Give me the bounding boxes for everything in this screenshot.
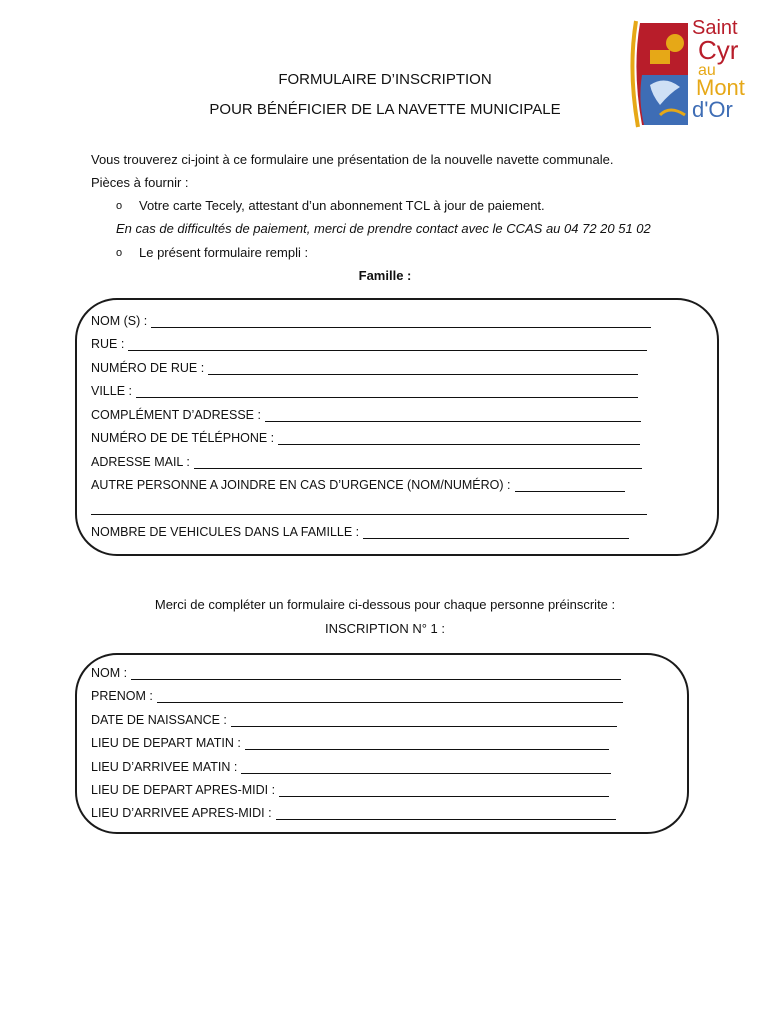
- field-line[interactable]: [265, 409, 641, 422]
- logo-line-mont: Mont: [696, 75, 745, 100]
- field-label: AUTRE PERSONNE A JOINDRE EN CAS D’URGENCE (NOM/NUMÉRO) :: [91, 478, 511, 492]
- field-line[interactable]: [276, 807, 616, 820]
- field-arrivee-apres-midi[interactable]: [91, 806, 616, 820]
- field-label: NUMÉRO DE DE TÉLÉPHONE :: [91, 431, 275, 445]
- intro-text: Vous trouverez ci-joint à ce formulaire une présentation de la nouvelle navette communale.: [91, 152, 614, 167]
- pieces-heading: Pièces à fournir :: [91, 175, 189, 190]
- field-line[interactable]: [194, 456, 642, 469]
- logo-line-dor: d'Or: [692, 97, 733, 122]
- bullet-formulaire: Le présent formulaire rempli :: [139, 245, 309, 260]
- field-complement-adresse[interactable]: [91, 408, 641, 422]
- field-telephone[interactable]: [91, 431, 640, 445]
- field-label: NOMBRE DE VEHICULES DANS LA FAMILLE :: [91, 525, 360, 539]
- famille-heading: Famille :: [358, 268, 412, 283]
- field-label: NOM (S) :: [91, 314, 148, 328]
- field-line[interactable]: [208, 362, 638, 375]
- field-prenom[interactable]: [91, 689, 623, 703]
- field-line[interactable]: [241, 761, 611, 774]
- field-line[interactable]: [515, 479, 625, 492]
- field-label: LIEU D’ARRIVEE MATIN :: [91, 760, 238, 774]
- field-numero-rue[interactable]: [91, 361, 638, 375]
- field-label: RUE :: [91, 337, 125, 351]
- field-label: VILLE :: [91, 384, 132, 398]
- field-line[interactable]: [231, 714, 617, 727]
- field-nombre-vehicules[interactable]: [91, 525, 629, 539]
- field-label: ADRESSE MAIL :: [91, 455, 190, 469]
- field-label: LIEU DE DEPART APRES-MIDI :: [91, 783, 276, 797]
- field-line[interactable]: [245, 737, 609, 750]
- inscription-instruction: Merci de compléter un formulaire ci-dessous pour chaque personne préinscrite :: [154, 597, 616, 612]
- field-label: LIEU D’ARRIVEE APRES-MIDI :: [91, 806, 272, 820]
- field-label: PRENOM :: [91, 689, 153, 703]
- field-label: NOM :: [91, 666, 128, 680]
- form-title: FORMULAIRE D’INSCRIPTION: [278, 71, 492, 88]
- field-label: DATE DE NAISSANCE :: [91, 713, 227, 727]
- field-adresse-mail[interactable]: [91, 455, 642, 469]
- field-label: COMPLÉMENT D’ADRESSE :: [91, 408, 261, 422]
- field-date-naissance[interactable]: [91, 713, 617, 727]
- field-nom[interactable]: [91, 666, 621, 680]
- logo-line-saint: Saint: [692, 17, 738, 39]
- field-personne-urgence-cont[interactable]: [91, 502, 647, 515]
- inscription-heading: INSCRIPTION N° 1 :: [324, 621, 446, 636]
- logo-line-au: au: [698, 62, 716, 79]
- field-ville[interactable]: [91, 384, 638, 398]
- field-line[interactable]: [91, 502, 647, 515]
- field-depart-apres-midi[interactable]: [91, 783, 609, 797]
- form-subtitle: POUR BÉNÉFICIER DE LA NAVETTE MUNICIPALE: [209, 101, 561, 118]
- field-line[interactable]: [279, 784, 609, 797]
- ccas-note: En cas de difficultés de paiement, merci de prendre contact avec le CCAS au 04 72 20 51 02: [116, 221, 651, 236]
- bullet-icon: o: [116, 200, 123, 212]
- field-nom-famille[interactable]: [91, 314, 651, 328]
- field-rue[interactable]: [91, 337, 647, 351]
- bullet-carte-tecely: Votre carte Tecely, attestant d’un abonnement TCL à jour de paiement.: [139, 198, 545, 213]
- field-line[interactable]: [151, 315, 651, 328]
- field-line[interactable]: [136, 385, 638, 398]
- logo-line-cyr: Cyr: [698, 35, 739, 65]
- field-depart-matin[interactable]: [91, 736, 609, 750]
- field-arrivee-matin[interactable]: [91, 760, 611, 774]
- field-line[interactable]: [278, 432, 640, 445]
- field-label: LIEU DE DEPART MATIN :: [91, 736, 241, 750]
- bullet-icon: o: [116, 247, 123, 259]
- field-line[interactable]: [363, 526, 629, 539]
- field-line[interactable]: [131, 667, 621, 680]
- field-line[interactable]: [128, 338, 647, 351]
- field-label: NUMÉRO DE RUE :: [91, 361, 205, 375]
- field-personne-urgence[interactable]: [91, 478, 625, 492]
- field-line[interactable]: [157, 690, 623, 703]
